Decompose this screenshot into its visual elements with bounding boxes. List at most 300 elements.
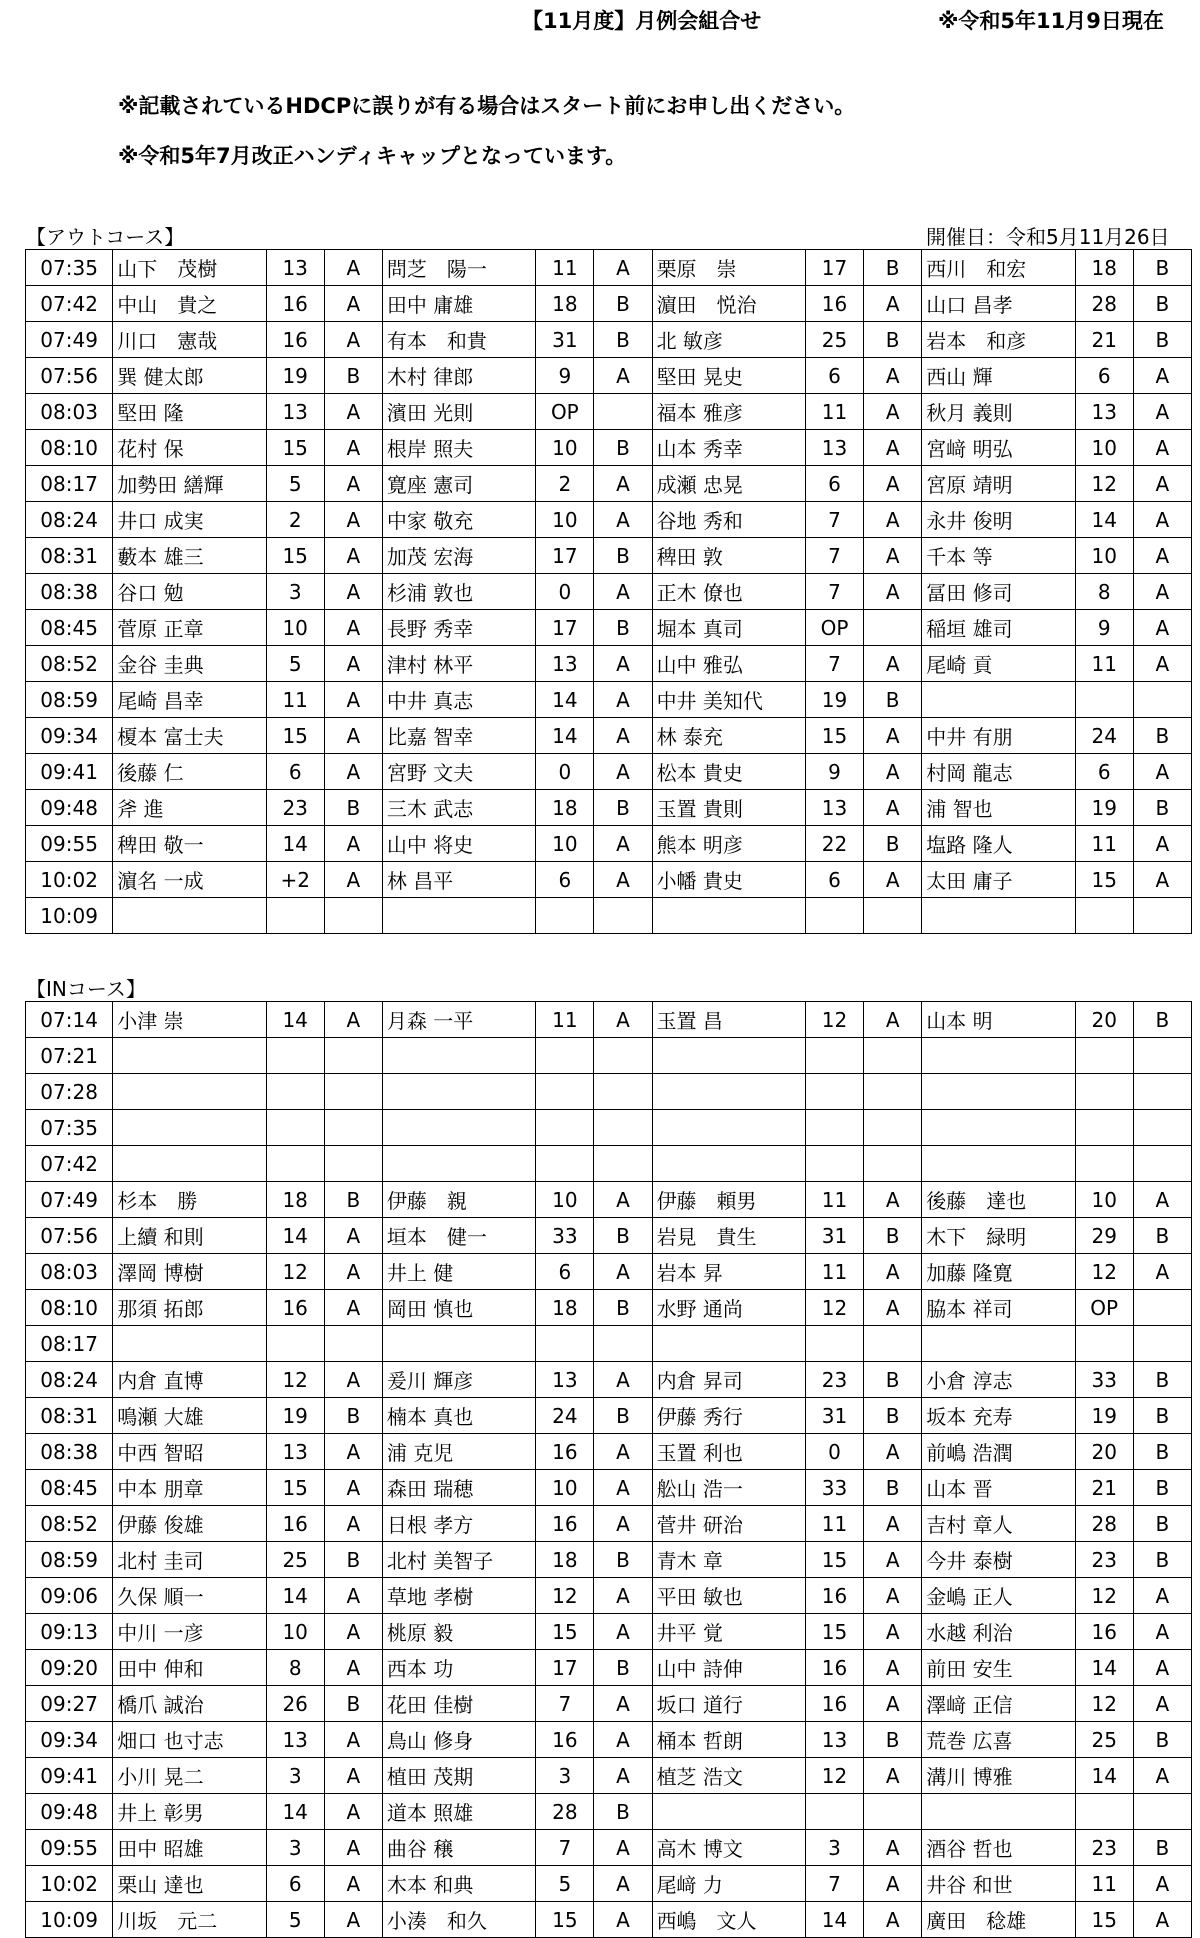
- tee-time: 07:35: [26, 1110, 113, 1146]
- player-name: [382, 1038, 535, 1074]
- class: B: [1133, 790, 1191, 826]
- handicap: 5: [266, 1902, 324, 1938]
- player-name: 栗原 崇: [652, 250, 805, 286]
- handicap: 14: [266, 826, 324, 862]
- class: A: [864, 754, 922, 790]
- table-row: [26, 1830, 1192, 1866]
- player-name: 荒巻 広喜: [922, 1722, 1075, 1758]
- player-name: 木下 緑明: [922, 1218, 1075, 1254]
- player-name: 坂口 道行: [652, 1686, 805, 1722]
- table-row: [26, 826, 1192, 862]
- class: A: [324, 430, 382, 466]
- table-row: [26, 754, 1192, 790]
- table-row: [26, 466, 1192, 502]
- player-name: [382, 898, 535, 934]
- class: [324, 898, 382, 934]
- class: A: [864, 1578, 922, 1614]
- class: A: [324, 538, 382, 574]
- player-name: [113, 1110, 266, 1146]
- class: A: [1133, 862, 1191, 898]
- handicap: OP: [1075, 1290, 1133, 1326]
- handicap: 7: [805, 1866, 863, 1902]
- handicap: 20: [1075, 1002, 1133, 1038]
- class: B: [1133, 286, 1191, 322]
- class: [1133, 682, 1191, 718]
- player-name: 岩本 昇: [652, 1254, 805, 1290]
- handicap: 14: [266, 1578, 324, 1614]
- class: B: [864, 250, 922, 286]
- class: B: [1133, 250, 1191, 286]
- class: [594, 1110, 652, 1146]
- table-row: [26, 862, 1192, 898]
- table-row: [26, 1614, 1192, 1650]
- player-name: 宮﨑 明弘: [922, 430, 1075, 466]
- class: A: [324, 1362, 382, 1398]
- class: A: [324, 754, 382, 790]
- player-name: 玉置 貴則: [652, 790, 805, 826]
- class: B: [324, 790, 382, 826]
- handicap: 14: [1075, 1758, 1133, 1794]
- class: B: [1133, 1470, 1191, 1506]
- tee-time: 09:34: [26, 718, 113, 754]
- player-name: 内倉 昇司: [652, 1362, 805, 1398]
- class: B: [594, 1398, 652, 1434]
- out-course-label: 【アウトコース】: [26, 225, 185, 249]
- in-course-table: [25, 1001, 1192, 1938]
- tee-time: 07:49: [26, 322, 113, 358]
- class: A: [864, 574, 922, 610]
- handicap: 11: [805, 1182, 863, 1218]
- class: A: [864, 790, 922, 826]
- tee-time: 09:55: [26, 1830, 113, 1866]
- class: A: [324, 1902, 382, 1938]
- class: A: [594, 1506, 652, 1542]
- handicap: [1075, 1794, 1133, 1830]
- class: B: [324, 1182, 382, 1218]
- player-name: [922, 1038, 1075, 1074]
- player-name: 平田 敏也: [652, 1578, 805, 1614]
- table-row: [26, 250, 1192, 286]
- handicap: 13: [805, 1722, 863, 1758]
- handicap: 11: [1075, 646, 1133, 682]
- class: [864, 1110, 922, 1146]
- class: A: [864, 1290, 922, 1326]
- tee-time: 08:52: [26, 1506, 113, 1542]
- handicap: 16: [805, 286, 863, 322]
- player-name: [652, 1146, 805, 1182]
- tee-time: 08:52: [26, 646, 113, 682]
- class: [594, 1038, 652, 1074]
- class: B: [1133, 1542, 1191, 1578]
- handicap: [266, 1074, 324, 1110]
- player-name: 谷口 勉: [113, 574, 266, 610]
- player-name: 坂本 充寿: [922, 1398, 1075, 1434]
- class: B: [864, 1398, 922, 1434]
- handicap: 19: [805, 682, 863, 718]
- player-name: 植芝 浩文: [652, 1758, 805, 1794]
- handicap: [266, 1146, 324, 1182]
- hdcp-notice: ※記載されているHDCPに誤りが有る場合はスタート前にお申し出ください。: [118, 94, 856, 118]
- handicap: 14: [266, 1218, 324, 1254]
- class: [1133, 1038, 1191, 1074]
- handicap: 18: [536, 286, 594, 322]
- handicap: 12: [1075, 1578, 1133, 1614]
- player-name: 正木 僚也: [652, 574, 805, 610]
- handicap: 33: [1075, 1362, 1133, 1398]
- class: [1133, 1794, 1191, 1830]
- tee-time: 10:02: [26, 1866, 113, 1902]
- class: B: [594, 286, 652, 322]
- handicap: 12: [536, 1578, 594, 1614]
- handicap: 11: [536, 250, 594, 286]
- handicap: 6: [266, 754, 324, 790]
- class: A: [594, 250, 652, 286]
- tee-time: 08:38: [26, 574, 113, 610]
- tee-time: 08:38: [26, 1434, 113, 1470]
- player-name: 加藤 隆寛: [922, 1254, 1075, 1290]
- class: B: [1133, 1434, 1191, 1470]
- table-row: [26, 1254, 1192, 1290]
- handicap: [805, 1146, 863, 1182]
- tee-time: 08:59: [26, 682, 113, 718]
- handicap: 2: [536, 466, 594, 502]
- handicap: 10: [1075, 1182, 1133, 1218]
- handicap: 8: [1075, 574, 1133, 610]
- player-name: 問芝 陽一: [382, 250, 535, 286]
- table-row: [26, 1650, 1192, 1686]
- class: A: [1133, 502, 1191, 538]
- class: A: [1133, 1902, 1191, 1938]
- player-name: 鳴瀬 大雄: [113, 1398, 266, 1434]
- handicap: 10: [536, 430, 594, 466]
- table-row: [26, 430, 1192, 466]
- handicap: 9: [805, 754, 863, 790]
- handicap: 33: [536, 1218, 594, 1254]
- player-name: [382, 1146, 535, 1182]
- class: A: [1133, 430, 1191, 466]
- handicap: 24: [1075, 718, 1133, 754]
- player-name: 日根 孝方: [382, 1506, 535, 1542]
- handicap: 23: [266, 790, 324, 826]
- handicap: 5: [536, 1866, 594, 1902]
- class: A: [594, 646, 652, 682]
- handicap: [536, 1146, 594, 1182]
- player-name: 堅田 隆: [113, 394, 266, 430]
- class: B: [594, 610, 652, 646]
- player-name: 加勢田 繕輝: [113, 466, 266, 502]
- player-name: 内倉 直博: [113, 1362, 266, 1398]
- player-name: 橋爪 誠治: [113, 1686, 266, 1722]
- tee-time: 08:59: [26, 1542, 113, 1578]
- table-row: [26, 1902, 1192, 1938]
- handicap: 15: [805, 1614, 863, 1650]
- handicap: 3: [266, 1758, 324, 1794]
- class: A: [324, 1866, 382, 1902]
- player-name: 植田 茂期: [382, 1758, 535, 1794]
- player-name: 中本 朋章: [113, 1470, 266, 1506]
- class: [864, 1146, 922, 1182]
- class: A: [864, 718, 922, 754]
- player-name: 小湊 和久: [382, 1902, 535, 1938]
- player-name: 前嶋 浩潤: [922, 1434, 1075, 1470]
- handicap: 25: [1075, 1722, 1133, 1758]
- handicap: [266, 1038, 324, 1074]
- class: [594, 394, 652, 430]
- player-name: 濵田 悦治: [652, 286, 805, 322]
- player-name: 中川 一彦: [113, 1614, 266, 1650]
- class: [324, 1326, 382, 1362]
- in-course-label: 【INコース】: [26, 977, 146, 1001]
- handicap: 12: [1075, 1686, 1133, 1722]
- handicap: 15: [536, 1614, 594, 1650]
- table-row: [26, 502, 1192, 538]
- class: B: [1133, 1218, 1191, 1254]
- tee-time: 09:13: [26, 1614, 113, 1650]
- player-name: 吉村 章人: [922, 1506, 1075, 1542]
- tee-time: 07:28: [26, 1074, 113, 1110]
- player-name: 岩本 和彦: [922, 322, 1075, 358]
- player-name: [382, 1326, 535, 1362]
- handicap: 13: [266, 250, 324, 286]
- class: [1133, 898, 1191, 934]
- class: A: [324, 394, 382, 430]
- handicap: 15: [266, 538, 324, 574]
- player-name: 福本 雅彦: [652, 394, 805, 430]
- player-name: 井平 覚: [652, 1614, 805, 1650]
- handicap: 10: [536, 826, 594, 862]
- class: A: [594, 1182, 652, 1218]
- handicap: 14: [266, 1794, 324, 1830]
- table-row: [26, 394, 1192, 430]
- handicap: 14: [805, 1902, 863, 1938]
- class: [324, 1146, 382, 1182]
- handicap: 9: [536, 358, 594, 394]
- player-name: 楠本 真也: [382, 1398, 535, 1434]
- player-name: 西本 功: [382, 1650, 535, 1686]
- class: A: [594, 1722, 652, 1758]
- table-row: [26, 1146, 1192, 1182]
- handicap: 17: [536, 610, 594, 646]
- handicap: 15: [1075, 1902, 1133, 1938]
- class: A: [864, 1650, 922, 1686]
- handicap: 10: [1075, 538, 1133, 574]
- table-row: [26, 1506, 1192, 1542]
- player-name: 川坂 元二: [113, 1902, 266, 1938]
- class: [864, 898, 922, 934]
- table-row: [26, 1722, 1192, 1758]
- handicap: 6: [805, 466, 863, 502]
- tee-time: 08:24: [26, 1362, 113, 1398]
- class: A: [324, 862, 382, 898]
- table-row: [26, 286, 1192, 322]
- class: [594, 1326, 652, 1362]
- class: [864, 1326, 922, 1362]
- handicap: 11: [805, 394, 863, 430]
- handicap: 10: [266, 610, 324, 646]
- player-name: 井上 彰男: [113, 1794, 266, 1830]
- class: B: [594, 1290, 652, 1326]
- player-name: 北 敏彦: [652, 322, 805, 358]
- player-name: 山本 秀幸: [652, 430, 805, 466]
- class: A: [864, 862, 922, 898]
- tee-time: 08:03: [26, 394, 113, 430]
- player-name: 千本 等: [922, 538, 1075, 574]
- class: A: [1133, 1758, 1191, 1794]
- class: A: [594, 1254, 652, 1290]
- class: [594, 898, 652, 934]
- handicap: 23: [1075, 1542, 1133, 1578]
- class: [324, 1110, 382, 1146]
- player-name: [922, 1146, 1075, 1182]
- tee-time: 08:24: [26, 502, 113, 538]
- player-name: 尾崎 貢: [922, 646, 1075, 682]
- player-name: 浦 智也: [922, 790, 1075, 826]
- player-name: 酒谷 哲也: [922, 1830, 1075, 1866]
- player-name: 木村 律郎: [382, 358, 535, 394]
- handicap: 10: [536, 1470, 594, 1506]
- class: A: [324, 1218, 382, 1254]
- player-name: 中西 智昭: [113, 1434, 266, 1470]
- class: A: [594, 1614, 652, 1650]
- table-row: [26, 322, 1192, 358]
- tee-time: 08:17: [26, 466, 113, 502]
- handicap: 7: [536, 1830, 594, 1866]
- player-name: 菅原 正章: [113, 610, 266, 646]
- class: A: [594, 826, 652, 862]
- player-name: 藪本 雄三: [113, 538, 266, 574]
- player-name: [652, 1794, 805, 1830]
- handicap: 7: [536, 1686, 594, 1722]
- class: A: [594, 682, 652, 718]
- player-name: [382, 1074, 535, 1110]
- page-title: 【11月度】月例会組合せ: [522, 9, 762, 33]
- player-name: 西山 輝: [922, 358, 1075, 394]
- player-name: 脇本 祥司: [922, 1290, 1075, 1326]
- player-name: 花村 保: [113, 430, 266, 466]
- handicap: 13: [805, 430, 863, 466]
- handicap: 19: [1075, 790, 1133, 826]
- player-name: 桶本 哲朗: [652, 1722, 805, 1758]
- player-name: 根岸 照夫: [382, 430, 535, 466]
- class: A: [1133, 1254, 1191, 1290]
- class: A: [594, 502, 652, 538]
- tee-time: 08:17: [26, 1326, 113, 1362]
- class: B: [1133, 718, 1191, 754]
- class: [1133, 1326, 1191, 1362]
- player-name: 伊藤 頼男: [652, 1182, 805, 1218]
- tee-time: 07:14: [26, 1002, 113, 1038]
- handicap: 16: [805, 1686, 863, 1722]
- table-row: [26, 1326, 1192, 1362]
- class: A: [864, 646, 922, 682]
- player-name: [922, 1074, 1075, 1110]
- class: A: [324, 1434, 382, 1470]
- player-name: 井口 成実: [113, 502, 266, 538]
- handicap: 17: [536, 538, 594, 574]
- player-name: 榎本 富士夫: [113, 718, 266, 754]
- player-name: [652, 1038, 805, 1074]
- class: A: [864, 1002, 922, 1038]
- player-name: 山中 雅弘: [652, 646, 805, 682]
- player-name: [113, 1074, 266, 1110]
- class: A: [594, 1686, 652, 1722]
- tee-time: 08:31: [26, 1398, 113, 1434]
- class: A: [594, 1830, 652, 1866]
- class: B: [1133, 322, 1191, 358]
- table-row: [26, 646, 1192, 682]
- player-name: 菅井 研治: [652, 1506, 805, 1542]
- player-name: [113, 898, 266, 934]
- player-name: 田中 伸和: [113, 1650, 266, 1686]
- player-name: 今井 泰樹: [922, 1542, 1075, 1578]
- handicap: [805, 1038, 863, 1074]
- class: [864, 1074, 922, 1110]
- handicap: 13: [1075, 394, 1133, 430]
- tee-time: 07:35: [26, 250, 113, 286]
- player-name: 中井 有朋: [922, 718, 1075, 754]
- class: B: [594, 1542, 652, 1578]
- class: A: [1133, 538, 1191, 574]
- player-name: 松本 貴史: [652, 754, 805, 790]
- class: B: [594, 1218, 652, 1254]
- class: A: [324, 1506, 382, 1542]
- player-name: 杉浦 敦也: [382, 574, 535, 610]
- player-name: 森田 瑞穂: [382, 1470, 535, 1506]
- handicap: [536, 1038, 594, 1074]
- player-name: 中井 美知代: [652, 682, 805, 718]
- player-name: 金嶋 正人: [922, 1578, 1075, 1614]
- player-name: [113, 1146, 266, 1182]
- player-name: 比嘉 智幸: [382, 718, 535, 754]
- class: A: [1133, 1182, 1191, 1218]
- player-name: 爰川 輝彦: [382, 1362, 535, 1398]
- class: B: [594, 538, 652, 574]
- class: A: [864, 1542, 922, 1578]
- handicap: 16: [805, 1578, 863, 1614]
- handicap: 16: [266, 1290, 324, 1326]
- handicap: 20: [1075, 1434, 1133, 1470]
- player-name: 堅田 晃史: [652, 358, 805, 394]
- tee-time: 10:09: [26, 1902, 113, 1938]
- class: A: [864, 1506, 922, 1542]
- class: A: [1133, 1650, 1191, 1686]
- class: A: [324, 1002, 382, 1038]
- handicap: 13: [805, 790, 863, 826]
- player-name: 井谷 和世: [922, 1866, 1075, 1902]
- tee-time: 07:49: [26, 1182, 113, 1218]
- handicap: 24: [536, 1398, 594, 1434]
- player-name: [922, 1326, 1075, 1362]
- player-name: 澤岡 博樹: [113, 1254, 266, 1290]
- player-name: 稲垣 雄司: [922, 610, 1075, 646]
- class: A: [1133, 1866, 1191, 1902]
- out-course-table: [25, 249, 1192, 934]
- table-row: [26, 1686, 1192, 1722]
- player-name: 西嶋 文人: [652, 1902, 805, 1938]
- handicap: 19: [266, 1398, 324, 1434]
- class: A: [1133, 754, 1191, 790]
- table-row: [26, 1110, 1192, 1146]
- player-name: [113, 1326, 266, 1362]
- event-date: 開催日：令和5月11月26日: [926, 225, 1170, 249]
- player-name: 尾﨑 力: [652, 1866, 805, 1902]
- class: A: [594, 1578, 652, 1614]
- handicap: 28: [1075, 1506, 1133, 1542]
- handicap: [266, 898, 324, 934]
- handicap: 18: [266, 1182, 324, 1218]
- player-name: [652, 1074, 805, 1110]
- class: A: [324, 574, 382, 610]
